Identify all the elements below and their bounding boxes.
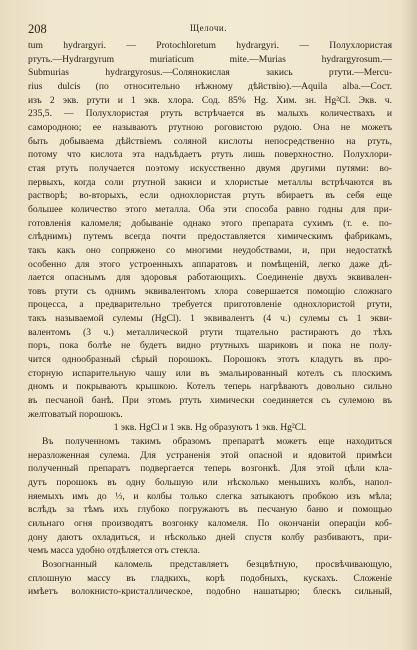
text-line: процесса, а предварительно требуется приготовленіе однохлористой ртути, — [28, 299, 392, 311]
page-number: 208 — [28, 22, 47, 36]
text-line: валентомъ (3 ч.) металлической ртути тщательно растираютъ до тѣхъ — [28, 326, 392, 338]
text-line: tum hydrargyri. — Protochloretum hydrargyri. — Полухлористая — [28, 40, 392, 51]
text-line: готовленія каломеля; добываніе однако этого препарата сухимъ (т. е. по- — [28, 217, 392, 229]
text-line: въ песчаной банѣ. При этомъ ртуть химически соединяется съ сулемою въ — [28, 395, 392, 407]
text-line: неразложенная сулема. Для устраненія этой опасной и ядовитой примѣси — [28, 449, 392, 461]
text-line: чится однообразный сѣрый порошокъ. Порошокъ этотъ кладутъ въ про- — [28, 354, 392, 366]
running-head: Щелочи. — [190, 23, 227, 33]
body-text — [28, 39, 392, 599]
text-line: стая ртуть получается поэтому искусственно двумя другими путями: во- — [28, 162, 392, 174]
text-line: rius dulcis (по относительно нѣжному дѣйствію).—Aquila alba.—Сост. — [28, 80, 392, 92]
text-line: вслѣдъ за тѣмъ ихъ глубоко погружаютъ въ песчаную баню и помощью — [28, 504, 392, 516]
text-line: большее количество этого металла. Оба эти способа равно годны для при- — [28, 203, 392, 215]
text-line: первыхъ, когда соли ртутной закиси и хлористые металлы встрѣчаются въ — [28, 176, 392, 188]
text-line: товъ ртути съ однимъ эквивалентомъ хлора совершается помощію сложнаго — [28, 285, 392, 297]
text-line: поръ, пока болѣе не будетъ видно ртутныхъ шариковъ и пока не полу- — [28, 340, 392, 352]
text-line: сплошную массу въ гладкихъ, корѣ подобныхъ, кускахъ. Сложеніе — [28, 572, 392, 584]
text-line: быть добываема дѣйствіемъ соляной кислоты непосредственно на ртуть, — [28, 135, 392, 147]
text-line: дномъ и покрываютъ крышкою. Котелъ теперь нагрѣваютъ довольно сильно — [28, 381, 392, 393]
text-line: полученный препаратъ подвергается теперь возгонкѣ. Для этой цѣли кла- — [28, 463, 392, 475]
text-line: лается опаснымъ для здоровья работающихъ. Соединеніе двухъ эквивален- — [28, 272, 392, 284]
text-line: потому что кислота эта надъѣдаетъ ртуть лишь поверхностно. Полухлори- — [28, 149, 392, 161]
text-line: желтоватый порошокъ. — [28, 408, 123, 420]
text-line: Въ полученномъ такимъ образомъ препаратѣ можетъ еще находиться — [42, 436, 392, 448]
text-line: особенно для этого устроенныхъ аппаратовъ и помѣщеній, легко даже дѣ- — [28, 258, 392, 270]
text-line: сильнаго огня производятъ возгонку каломеля. По окончаніи операціи коб- — [28, 517, 392, 529]
text-line: такъ какъ оно сопряжено со многими неудобствами, и, при недостаткѣ — [28, 244, 392, 256]
text-line: дутъ порошокъ въ одну большую или нѣсколько меньшихъ колбъ, напол- — [28, 477, 392, 488]
text-line: чемъ масса удобно отдѣляется отъ стекла. — [28, 545, 200, 557]
text-line: сторную испарительную чашу или въ эмальированный котелъ съ плоскимъ — [28, 367, 392, 379]
text-line: изъ 2 экв. ртути и 1 экв. хлора. Сод. 85% Hg. Хим. зн. Hg²Cl. Экв. ч. — [28, 94, 392, 106]
text-line: такъ называемой сулемы (HgCl). 1 эквивалентъ (4 ч.) сулемы съ 1 экви- — [28, 313, 392, 325]
text-line: Возогнанный каломель представляетъ безцвѣтную, просвѣчивающую, — [42, 558, 392, 570]
text-line: дону даютъ охладиться, и нѣсколько дней спустя колбу разбиваютъ, при- — [28, 531, 392, 543]
text-line: 235,5. — Полухлористая ртуть встрѣчается въ малыхъ количествахъ и — [28, 108, 392, 120]
page-edge-shadow — [401, 0, 417, 650]
text-line: 1 экв. HgCl и 1 экв. Hg образуютъ 1 экв. Hg²Cl. — [113, 422, 307, 434]
text-line: растворѣ; во-вторыхъ, если однохлористая ртуть вбираетъ въ себя еще — [28, 190, 392, 202]
text-line: имѣетъ волокнисто-кристаллическое, подобно нашатырю; блескъ сильный, — [28, 586, 392, 598]
text-line: ртуть.—Hydrargyrum muriaticum mite.—Murias hydrargyrosum.— — [28, 53, 392, 65]
text-line: няемыхъ имъ до ⅓, и колбы только слегка затыкаютъ пробкою изъ мѣла; — [28, 490, 392, 502]
text-line: самородною; ее называютъ ртутною роговистою рудою. Она не можетъ — [28, 121, 392, 133]
text-line: Submurias hydrargyrosus.—Солянокислая закись ртути.—Mercu- — [28, 67, 392, 79]
text-line: слѣднимъ) путемъ всегда почти предоставляется химическимъ фабрикамъ, — [28, 231, 392, 243]
page-header — [28, 22, 389, 38]
